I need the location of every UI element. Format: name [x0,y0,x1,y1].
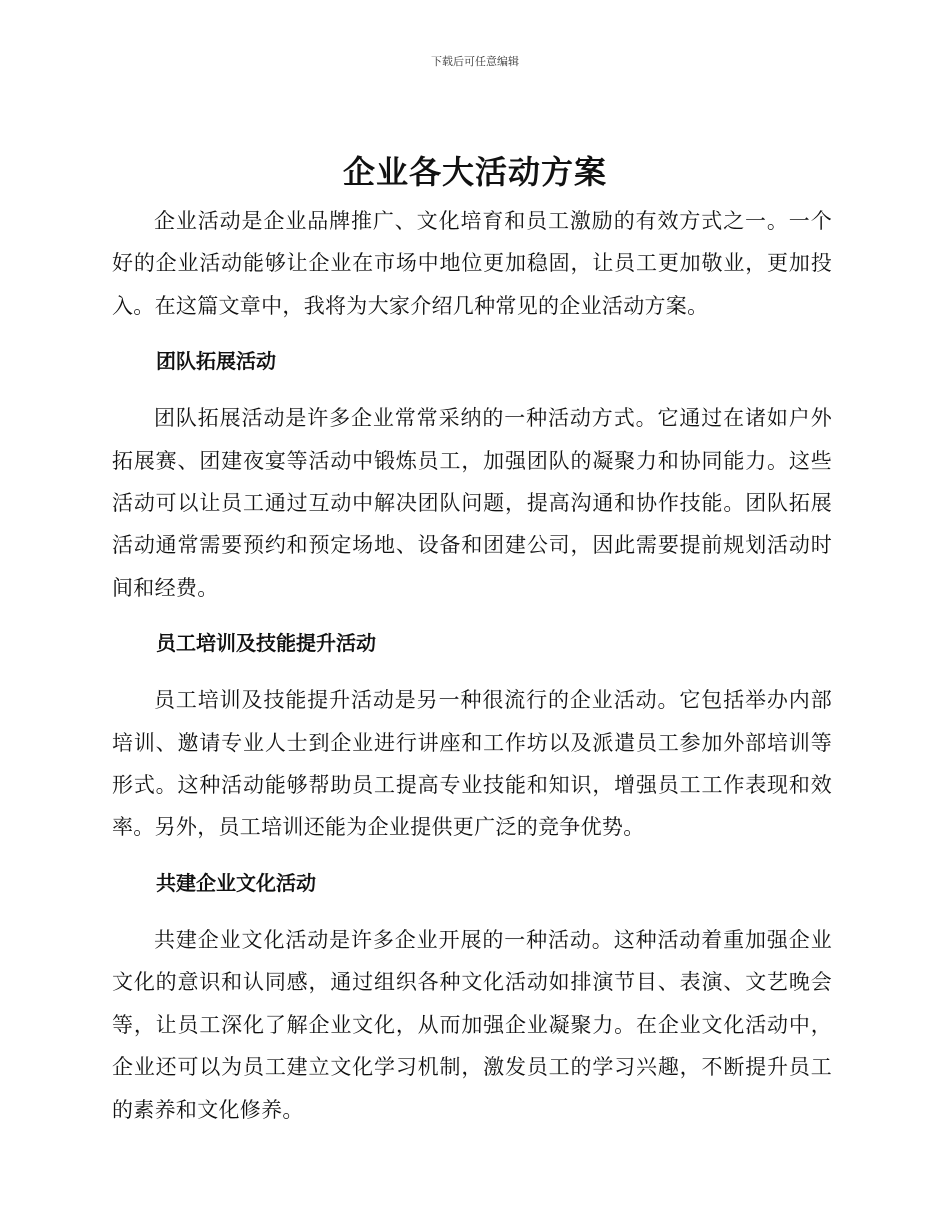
intro-paragraph: 企业活动是企业品牌推广、文化培育和员工激励的有效方式之一。一个好的企业活动能够让企业在市场中地位更加稳固，让员工更加敬业，更加投入。在这篇文章中，我将为大家介绍几种常见的企业活动方案。 [112,209,832,318]
section-paragraph: 共建企业文化活动是许多企业开展的一种活动。这种活动着重加强企业文化的意识和认同感，通过组织各种文化活动如排演节目、表演、文艺晚会等，让员工深化了解企业文化，从而加强企业凝聚力。在企业文化活动中，企业还可以为员工建立文化学习机制，激发员工的学习兴趣，不断提升员工的素养和文化修养。 [112,927,832,1122]
section-heading: 员工培训及技能提升活动 [156,631,376,656]
section-paragraph: 员工培训及技能提升活动是另一种很流行的企业活动。它包括举办内部培训、邀请专业人士到企业进行讲座和工作坊以及派遣员工参加外部培训等形式。这种活动能够帮助员工提高专业技能和知识，增强员工工作表现和效率。另外，员工培训还能为企业提供更广泛的竞争优势。 [112,688,832,840]
document-title: 企业各大活动方案 [342,153,607,191]
header-note: 下载后可任意编辑 [431,55,519,68]
document-body [112,200,832,1131]
section-paragraph: 团队拓展活动是许多企业常常采纳的一种活动方式。它通过在诸如户外拓展赛、团建夜宴等活动中锻炼员工，加强团队的凝聚力和协同能力。这些活动可以让员工通过互动中解决团队问题，提高沟通和协作技能。团队拓展活动通常需要预约和预定场地、设备和团建公司，因此需要提前规划活动时间和经费。 [112,406,832,600]
section-heading: 共建企业文化活动 [156,870,316,895]
section-heading: 团队拓展活动 [156,349,276,374]
